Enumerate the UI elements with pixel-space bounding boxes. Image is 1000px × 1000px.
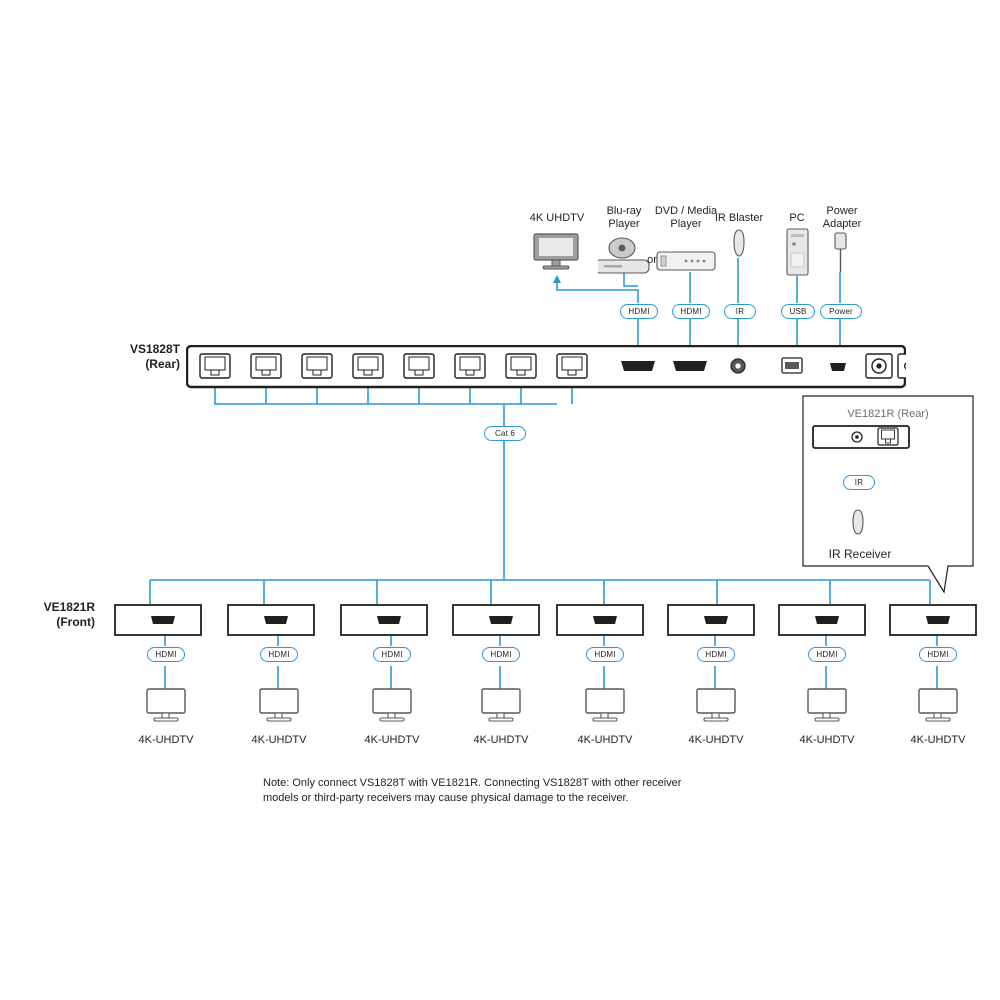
source-label-bluray-1: Blu-ray (606, 205, 642, 217)
pill-inset-ir: IR (843, 475, 875, 490)
receiver-unit (667, 604, 755, 636)
tv-icon (916, 688, 960, 726)
receiver-unit (889, 604, 977, 636)
tv-icon (479, 688, 523, 726)
receiver-unit (556, 604, 644, 636)
media-player-icon (656, 250, 718, 274)
power-adapter-icon (830, 232, 852, 274)
pill-usb: USB (781, 304, 815, 319)
pill-hdmi-rx-8: HDMI (919, 647, 957, 662)
pill-hdmi-rx-6: HDMI (697, 647, 735, 662)
transmitter-name: VS1828T (129, 342, 180, 356)
display-label: 4K-UHDTV (577, 734, 633, 746)
tv-icon (694, 688, 738, 726)
tv-icon (583, 688, 627, 726)
pill-hdmi-rx-4: HDMI (482, 647, 520, 662)
note-line-2: models or third-party receivers may cause physical damage to the receiver. (263, 792, 629, 804)
ve1821r-rear-icon (812, 424, 962, 450)
receiver-unit (452, 604, 540, 636)
display-label: 4K-UHDTV (138, 734, 194, 746)
pill-hdmi-1: HDMI (620, 304, 658, 319)
pill-hdmi-rx-2: HDMI (260, 647, 298, 662)
pill-hdmi-rx-1: HDMI (147, 647, 185, 662)
transmitter-sub: (Rear) (145, 357, 180, 371)
pill-hdmi-rx-3: HDMI (373, 647, 411, 662)
source-label-power-1: Power (826, 205, 858, 217)
source-label-uhdtv: 4K UHDTV (529, 212, 585, 224)
source-label-dvd-2: Player (670, 218, 702, 230)
source-label-ir-blaster: IR Blaster (714, 212, 764, 224)
display-label: 4K-UHDTV (910, 734, 966, 746)
source-label-bluray-2: Player (608, 218, 640, 230)
pill-hdmi-rx-7: HDMI (808, 647, 846, 662)
vs1828t-chassis (186, 345, 906, 389)
source-label-power-2: Adapter (822, 218, 862, 230)
or-label: or (647, 254, 657, 266)
inset-title: VE1821R (Rear) (847, 408, 929, 420)
receiver-unit (227, 604, 315, 636)
pill-power: Power (820, 304, 862, 319)
pill-hdmi-rx-5: HDMI (586, 647, 624, 662)
receiver-unit (778, 604, 866, 636)
inset-caption: IR Receiver (828, 547, 892, 561)
pill-hdmi-2: HDMI (672, 304, 710, 319)
tv-icon (370, 688, 414, 726)
receiver-name: VE1821R (43, 600, 95, 614)
display-label: 4K-UHDTV (473, 734, 529, 746)
pc-tower-icon (784, 228, 812, 278)
note-block (263, 776, 823, 806)
receiver-unit (114, 604, 202, 636)
display-label: 4K-UHDTV (364, 734, 420, 746)
receiver-sub: (Front) (56, 615, 95, 629)
note-line-1: Note: Only connect VS1828T with VE1821R. Connecting VS1828T with other receiver (263, 777, 682, 789)
ir-blaster-icon (730, 228, 748, 260)
pill-cat6: Cat 6 (484, 426, 526, 441)
display-label: 4K-UHDTV (799, 734, 855, 746)
source-label-pc: PC (789, 212, 805, 224)
ir-receiver-icon (849, 508, 867, 538)
tv-icon (257, 688, 301, 726)
tv-icon (144, 688, 188, 726)
tv-icon (530, 232, 586, 274)
receiver-unit (340, 604, 428, 636)
tv-icon (805, 688, 849, 726)
display-label: 4K-UHDTV (251, 734, 307, 746)
display-label: 4K-UHDTV (688, 734, 744, 746)
pill-ir: IR (724, 304, 756, 319)
source-label-dvd-1: DVD / Media (654, 205, 718, 217)
